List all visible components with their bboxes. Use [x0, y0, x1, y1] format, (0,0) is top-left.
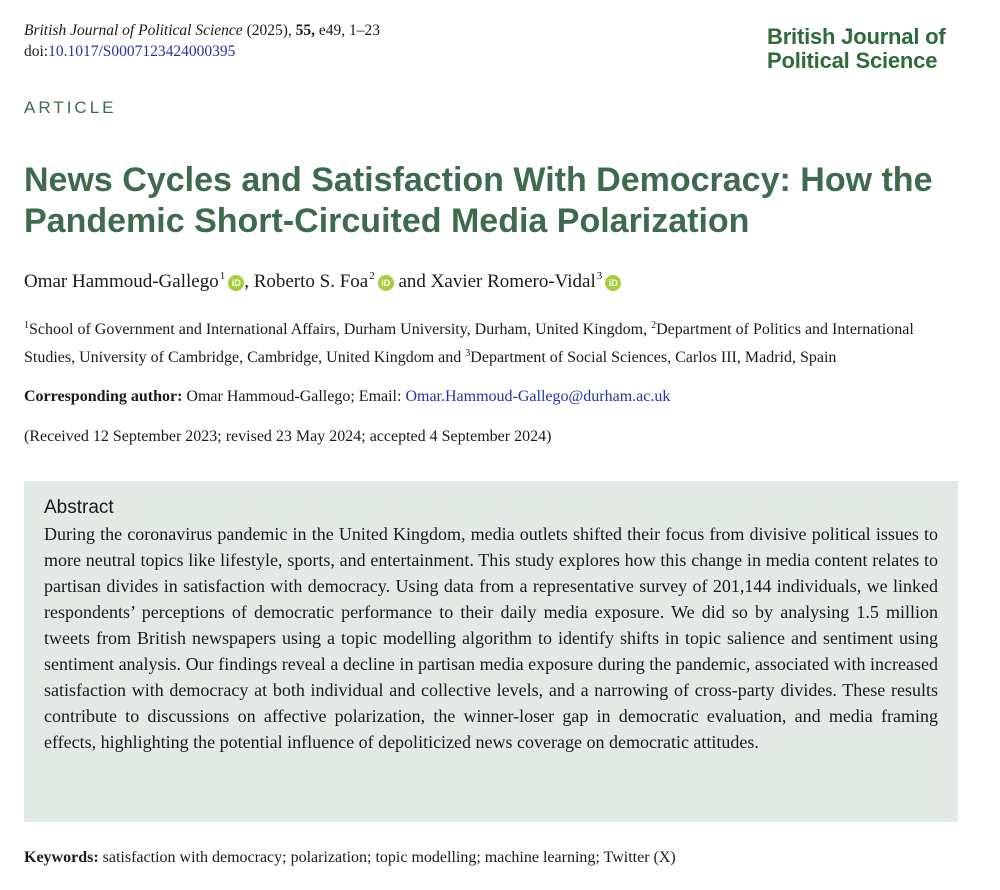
- article-type-label: ARTICLE: [24, 98, 117, 117]
- citation-line: [24, 20, 380, 41]
- orcid-icon[interactable]: iD: [228, 275, 244, 291]
- author-name: Omar Hammoud-Gallego: [24, 271, 219, 292]
- author-name: Xavier Romero-Vidal: [430, 271, 596, 292]
- affil-sup: 1: [24, 320, 29, 331]
- author-separator: and: [393, 271, 431, 292]
- author-name: Roberto S. Foa: [253, 271, 369, 292]
- keywords-label: Keywords:: [24, 849, 99, 866]
- corresponding-text: Omar Hammoud-Gallego; Email:: [182, 388, 406, 405]
- volume: 55,: [295, 22, 316, 39]
- corresponding-author: [24, 385, 670, 409]
- affil-text: Department of Politics and International Studies, University of Cambridge, Cambridge, United Kingdom and: [24, 321, 914, 366]
- author-affil-sup: 2: [369, 270, 375, 282]
- affil-sup: 3: [465, 348, 471, 359]
- affil-sup: 2: [651, 320, 657, 331]
- author-list: [24, 270, 621, 293]
- received-dates: (Received 12 September 2023; revised 23 May 2024; accepted 4 September 2024): [24, 428, 552, 445]
- author-separator: ,: [244, 271, 254, 292]
- doi-link[interactable]: 10.1017/S0007123424000395: [48, 43, 236, 60]
- affil-text: School of Government and International Affairs, Durham University, Durham, United Kingdom,: [29, 321, 652, 338]
- affiliations: [24, 314, 960, 370]
- email-link[interactable]: Omar.Hammoud-Gallego@durham.ac.uk: [405, 388, 671, 405]
- abstract-text: During the coronavirus pandemic in the United Kingdom, media outlets shifted their focus from divisive political issues to more neutral topics like lifestyle, sports, and entertainment. This study explores how this change in media content relates to partisan divides in satisfaction with democracy. Using data from a representative survey of 201,144 individuals, we linked respondents’ perceptions of democratic performance to their daily media exposure. We did so by analysing 1.5 million tweets from British newspapers using a topic modelling algorithm to identify shifts in topic salience and sentiment using sentiment analysis. Our findings reveal a decline in partisan media exposure during the pandemic, associated with increased satisfaction with democracy at both individual and collective levels, and a narrowing of cross-party divides. These results contribute to discussions on affective polarization, the winner-loser gap in democratic evaluation, and media framing effects, highlighting the potential influence of depoliticized news coverage on democratic attitudes.: [44, 524, 938, 752]
- corresponding-label: Corresponding author:: [24, 388, 183, 405]
- journal-name: British Journal of Political Science: [24, 22, 243, 39]
- doi-prefix: doi:: [24, 43, 49, 60]
- journal-logo: [767, 25, 946, 73]
- author-affil-sup: 1: [219, 270, 226, 282]
- article-title: News Cycles and Satisfaction With Democracy: How the Pandemic Short-Circuited Media Polarization: [24, 161, 933, 240]
- article-info: e49, 1–23: [318, 22, 381, 39]
- orcid-icon[interactable]: iD: [378, 275, 394, 291]
- keywords-text: satisfaction with democracy; polarization; topic modelling; machine learning; Twitter (X): [98, 849, 676, 866]
- abstract-heading: Abstract: [44, 497, 114, 518]
- orcid-icon[interactable]: iD: [605, 275, 621, 291]
- citation-block: [24, 20, 380, 62]
- brand-line-2: Political Science: [767, 48, 938, 73]
- affil-text: Department of Social Sciences, Carlos III, Madrid, Spain: [470, 349, 837, 366]
- abstract-box: [24, 481, 958, 822]
- author-affil-sup: 3: [596, 270, 603, 282]
- brand-line-1: British Journal of: [767, 24, 946, 49]
- doi-line: [24, 41, 380, 62]
- keywords: [24, 849, 676, 867]
- year: (2025),: [246, 22, 292, 39]
